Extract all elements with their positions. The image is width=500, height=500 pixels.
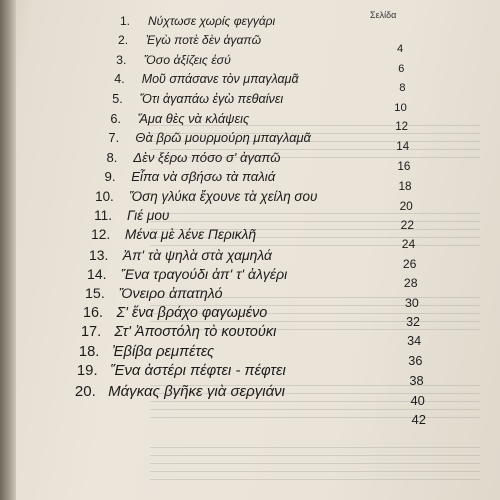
- toc-row: [0, 363, 500, 389]
- toc-song-title: Ἅμα θὲς νὰ κλάψεις: [137, 111, 250, 126]
- toc-number: 13.: [89, 246, 109, 263]
- toc-number: 2.: [118, 33, 129, 48]
- toc-row: [0, 33, 500, 56]
- toc-row: [0, 72, 500, 95]
- toc-number: 16.: [82, 305, 103, 321]
- toc-row: [0, 208, 500, 232]
- toc-row: [0, 111, 500, 131]
- toc-song-title: Ἐβίβα ρεμπέτες: [112, 343, 215, 360]
- toc-number: 12.: [91, 227, 111, 243]
- toc-page-number: 24: [401, 237, 416, 252]
- toc-row: [0, 149, 500, 173]
- toc-song-title: Δὲν ξέρω πόσο σ' ἀγαπῶ: [133, 149, 281, 165]
- page-column-header: Σελίδα: [370, 10, 397, 20]
- toc-page-number: 40: [410, 392, 425, 408]
- toc-song-title: Μένα μὲ λένε Περικλῆ: [124, 227, 257, 243]
- toc-row: [0, 305, 500, 329]
- toc-song-title: Γιέ μου: [127, 208, 170, 223]
- toc-song-title: Ἕνα τραγούδι ἀπ' τ' ἀλγέρι: [120, 266, 288, 283]
- toc-song-title: Σ' ἕνα βράχο φαγωμένο: [116, 305, 268, 321]
- toc-number: 8.: [106, 149, 118, 165]
- toc-song-title: Μοῦ σπάσανε τὸν μπαγλαμᾶ: [141, 72, 299, 87]
- toc-row: [0, 285, 500, 310]
- toc-row: [0, 53, 500, 73]
- toc-song-title: Μάγκας βγῆκε γιὰ σεργιάνι: [108, 382, 286, 400]
- toc-song-title: Ὅσο ἀξίζεις ἐσύ: [143, 52, 231, 67]
- toc-number: 17.: [80, 324, 102, 341]
- toc-page-number: 32: [406, 315, 420, 329]
- toc-page-number: 18: [398, 179, 412, 194]
- toc-number: 18.: [78, 343, 100, 360]
- toc-song-title: Ἐγὼ ποτὲ δὲν ἀγαπῶ: [145, 33, 262, 48]
- toc-page-number: 20: [399, 198, 413, 213]
- toc-number: 7.: [108, 130, 120, 146]
- toc-page-number: 12: [395, 121, 408, 133]
- toc-row: [0, 266, 500, 291]
- toc-page-number: 28: [403, 276, 418, 291]
- toc-number: 1.: [119, 14, 130, 28]
- toc-row: [0, 188, 500, 213]
- toc-song-title: Στ' Ἀποστόλη τὸ κουτούκι: [114, 324, 277, 341]
- toc-row: [0, 130, 500, 154]
- toc-page-number: 14: [396, 140, 410, 154]
- toc-page-number: 8: [399, 82, 406, 95]
- toc-number: 11.: [94, 208, 112, 223]
- toc-number: 3.: [116, 52, 127, 67]
- toc-number: 6.: [110, 111, 121, 126]
- toc-page-number: 10: [394, 101, 407, 114]
- toc-row: [0, 343, 500, 368]
- toc-song-title: Θὰ βρῶ μουρμούρη μπαγλαμᾶ: [135, 130, 311, 146]
- toc-song-title: Ἕνα ἀστέρι πέφτει - πέφτει: [110, 363, 286, 380]
- toc-page-number: 26: [402, 256, 417, 271]
- toc-song-title: Ὄνειρο ἀπατηλό: [118, 285, 223, 302]
- toc-page-number: 6: [398, 62, 405, 75]
- toc-row: [0, 246, 500, 271]
- toc-row: [0, 92, 500, 112]
- toc-page-number: 22: [400, 218, 414, 232]
- toc-song-title: Νύχτωσε χωρίς φεγγάρι: [148, 14, 276, 28]
- toc-row: [0, 227, 500, 252]
- toc-page-number: 16: [397, 159, 411, 173]
- toc-number: 20.: [74, 382, 96, 400]
- toc-row: [0, 402, 500, 427]
- toc-page-number: 30: [405, 295, 419, 310]
- toc-number: 9.: [104, 169, 116, 185]
- toc-number: 4.: [114, 72, 125, 87]
- toc-song-title: Ἀπ' τὰ ψηλὰ στὰ χαμηλά: [122, 246, 272, 263]
- toc-song-title: Ὅση γλύκα ἔχουνε τὰ χείλη σου: [129, 188, 318, 204]
- toc-number: 15.: [85, 285, 105, 302]
- toc-page-number: 34: [407, 334, 422, 349]
- toc-number: 19.: [76, 363, 98, 380]
- toc-row: [0, 382, 500, 408]
- toc-page-number: 38: [409, 373, 424, 389]
- toc-song-title: Εἶπα νὰ σβήσω τὰ παλιά: [131, 169, 276, 185]
- toc-row: [0, 14, 500, 34]
- toc-page-number: 42: [411, 412, 426, 427]
- toc-number: 14.: [87, 266, 107, 283]
- toc-page-number: 36: [408, 353, 423, 368]
- toc-song-title: Ὅτι ἀγαπάω ἐγὼ πεθαίνει: [139, 91, 284, 106]
- toc-row: [0, 169, 500, 194]
- toc-row: [0, 324, 500, 349]
- toc-number: 5.: [112, 91, 123, 106]
- toc-page-number: 4: [397, 43, 404, 56]
- toc-number: 10.: [95, 188, 114, 204]
